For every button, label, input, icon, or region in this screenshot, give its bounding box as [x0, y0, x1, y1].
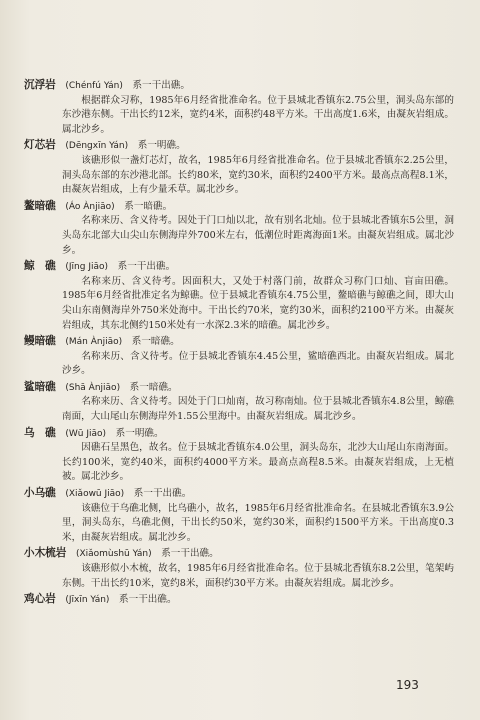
entry-heading [24, 426, 454, 442]
entry-pinyin: (Dēngxīn Yán) [65, 141, 129, 152]
entry-type: 系一干出礁。 [133, 488, 192, 500]
entry-ao-anjiao [24, 199, 454, 258]
entry-chenfu-yan [24, 78, 454, 137]
entry-description: 名称来历、含义待考。位于县城北香镇东4.45公里，鲨暗礁西北。由凝灰岩组成。属北沙乡。 [62, 350, 454, 377]
entry-dengxin-yan [24, 138, 454, 197]
entry-xiaowu-jiao [24, 486, 454, 545]
entry-description: 因礁石呈黑色，故名。位于县城北香镇东4.0公里，洞头岛东，北沙大山尾山东南海面。长约100米，宽约40米，面积约4000平方米。最高点高程8.5米。由凝灰岩组成，上无植被。属北沙乡。 [62, 442, 454, 483]
entry-heading [24, 138, 454, 154]
entry-name: 灯芯岩 [24, 139, 56, 152]
entry-type: 系一干出礁。 [132, 80, 190, 91]
entry-type: 系一暗礁。 [124, 200, 173, 212]
page-number: 193 [396, 678, 419, 692]
entry-pinyin: (Xiǎomùshū Yán) [75, 549, 152, 560]
entry-type: 系一暗礁。 [131, 336, 180, 348]
entry-heading [24, 380, 454, 396]
entry-pinyin: (Xiǎowū Jiāo) [65, 489, 125, 500]
entry-heading [24, 334, 454, 350]
entry-pinyin: (Jīng Jiāo) [65, 262, 109, 273]
entry-wu-jiao [24, 426, 454, 485]
entry-name: 鳌暗礁 [24, 199, 56, 212]
entry-description: 名称来历、含义待考。因处于门口灿南，故习称南灿。位于县城北香镇东4.8公里，鲸礁南面，大山尾山东侧海岸外1.55公里海中。由凝灰岩组成。属北沙乡。 [62, 396, 454, 423]
entry-sha-anjiao [24, 380, 454, 425]
entry-description: 名称来历、含义待考。因处于门口灿以北，故有别名北灿。位于县城北香镇东5公里，洞头岛东北部大山尖山东侧海岸外700米左右，低潮位时距离海面1米。由凝灰岩组成。属北沙乡。 [62, 215, 454, 256]
entry-jing-jiao [24, 259, 454, 333]
bleed-through-text [20, 4, 460, 74]
entry-name: 鲸 礁 [24, 260, 56, 273]
entry-name: 沉浮岩 [24, 79, 56, 91]
entry-heading [24, 259, 454, 275]
entry-pinyin: (Jīxīn Yán) [65, 595, 110, 606]
entry-type: 系一干出礁。 [119, 594, 177, 606]
entry-name: 乌 礁 [24, 426, 56, 439]
entry-description: 该礁形似一盏灯芯灯，故名，1985年6月经省批准命名。位于县城北香镇东2.25公里，洞头岛东部的东沙港北部。长约80米，宽约30米，面积约2400平方米。最高点高程8.1米，由凝灰岩组成，上有少量禾草。属北沙乡。 [62, 154, 454, 196]
entry-description: 该礁位于乌礁北侧，比乌礁小，故名，1985年6月经省批准命名。在县城北香镇东3.9公里，洞头岛东，乌礁北侧，干出长约50米，宽约30米，面积约1500平方米。干出高度0.3米，由凝灰岩组成。属北沙乡。 [62, 502, 454, 543]
entry-type: 系一干出礁。 [117, 261, 176, 273]
entry-heading [24, 78, 454, 94]
entry-name: 鲨暗礁 [24, 380, 56, 393]
entry-heading [24, 592, 454, 608]
entry-name: 鳗暗礁 [24, 335, 56, 348]
entry-jixin-yan [24, 592, 454, 608]
entry-pinyin: (Wū Jiāo) [65, 428, 107, 439]
entry-xiaomushu-yan [24, 546, 454, 591]
entry-man-anjiao [24, 334, 454, 379]
entry-name: 鸡心岩 [24, 593, 56, 606]
entry-pinyin: (Mán Ànjiāo) [65, 337, 123, 348]
entry-name: 小木梳岩 [24, 547, 67, 560]
entry-type: 系一明礁。 [115, 427, 164, 439]
entry-pinyin: (Chénfú Yán) [65, 81, 123, 91]
entry-pinyin: (Shā Ànjiāo) [65, 382, 121, 393]
entry-description: 名称来历、含义待考。因面积大，又处于村落门前，故群众习称门口灿、盲亩田礁。1985年6月经省批准定名为鲸礁。位于县城北香镇东4.75公里，鳌暗礁与鲸礁之间，即大山尖山东南侧海岸外750米处海中。干出长约70米，宽约30米，面积约2100平方米。由凝灰岩组成，其东北侧约150米处有一水深2.3米的暗礁。属北沙乡。 [62, 275, 454, 331]
entry-description: 该礁形似小木梳，故名，1985年6月经省批准命名。位于县城北香镇东8.2公里，笔架屿东侧。干出长约10米，宽约8米，面积约30平方米。由凝灰岩组成。属北沙乡。 [62, 563, 454, 589]
entry-list [24, 78, 454, 609]
entry-type: 系一明礁。 [137, 140, 186, 152]
entry-heading [24, 486, 454, 502]
entry-description: 根据群众习称，1985年6月经省批准命名。位于县城北香镇东2.75公里，洞头岛东部的东沙港东侧。干出长约12米，宽约4米，面积约48平方米。干出高度1.6米，由凝灰岩组成。属北沙乡。 [62, 94, 454, 135]
entry-heading [24, 546, 454, 562]
entry-type: 系一暗礁。 [129, 381, 178, 393]
entry-type: 系一干出礁。 [161, 548, 219, 560]
entry-heading [24, 199, 454, 215]
entry-pinyin: (Áo Ànjiāo) [65, 201, 115, 212]
entry-name: 小乌礁 [24, 487, 56, 500]
